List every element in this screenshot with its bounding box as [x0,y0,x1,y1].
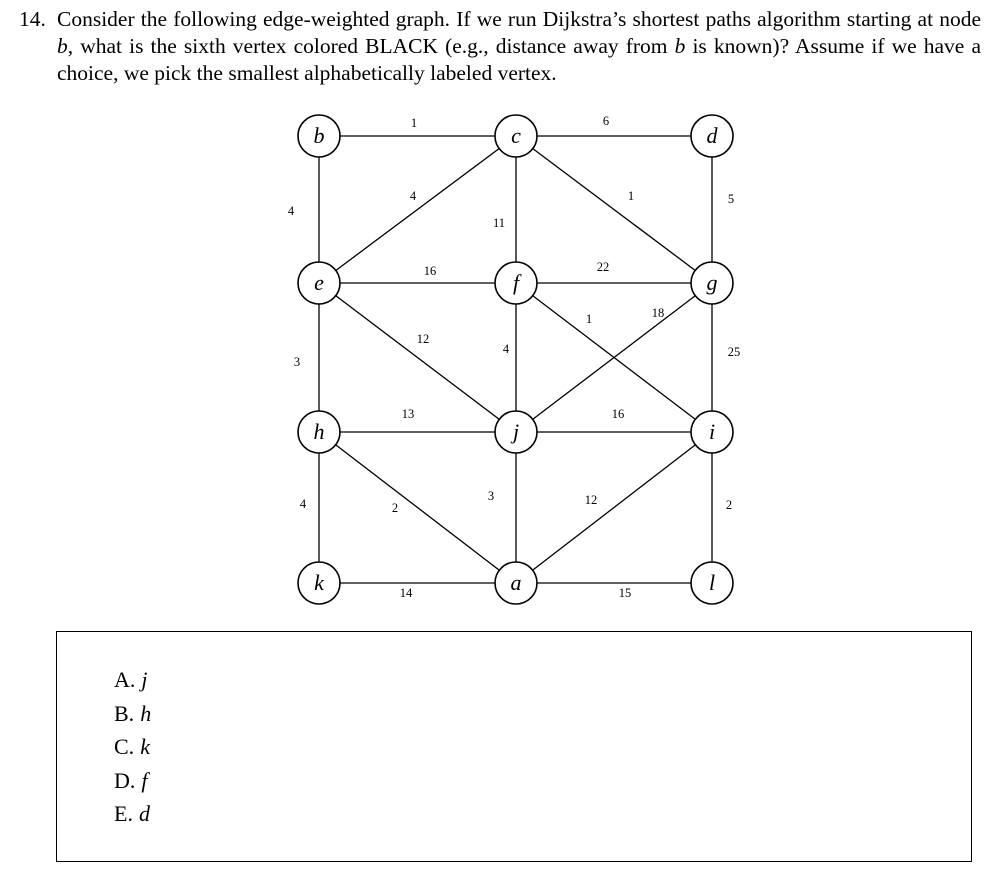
node-c [495,115,537,157]
edges-layer [319,136,712,583]
start-node-ref: b [57,34,68,58]
node-label: c [511,123,521,148]
choice-option: j [141,667,148,692]
question-text-part1: Consider the following edge-weighted graph. If we run Dijkstra’s shortest paths algorithm starting at node [57,7,981,31]
node-label: i [708,419,716,444]
node-label: l [708,570,716,595]
edge-h-a [319,432,516,583]
edge-weight-j-a: 3 [487,488,495,503]
edge-e-j [319,283,516,432]
edge-c-g [516,136,712,283]
node-label: k [314,570,324,595]
choice-d[interactable] [114,764,151,798]
edge-weight-j-i: 16 [611,406,625,421]
choice-a[interactable] [114,663,151,697]
node-label: a [510,570,522,595]
node-f [495,262,537,304]
edge-weight-g-i: 25 [727,344,741,359]
edge-c-e [319,136,516,283]
node-j [495,411,537,453]
edge-weight-h-k: 4 [299,496,307,511]
choice-e[interactable] [114,797,151,831]
answer-choices [114,663,151,831]
start-node-ref-2: b [674,34,686,58]
edge-weight-c-f: 11 [492,215,506,230]
edge-weight-k-a: 14 [399,585,413,600]
answer-box [56,631,972,862]
node-d [691,115,733,157]
node-label: f [512,270,520,295]
node-label: b [313,123,325,148]
weights-layer [288,114,740,600]
edge-weight-f-j: 4 [502,341,510,356]
edge-weight-c-d: 6 [602,113,610,128]
choice-letter: D. [114,767,136,793]
edge-weight-e-f: 16 [423,263,437,278]
node-a [495,562,537,604]
choice-c[interactable] [114,730,151,764]
question-text-part3: is known)? Assume if we have a choice, we pick the smallest alphabetically labeled vertex. [57,34,981,85]
edge-weight-c-g: 1 [627,188,635,203]
edge-weight-e-j: 12 [416,331,430,346]
node-label: g [706,270,718,295]
node-label: j [512,419,520,444]
edge-weight-g-j: 18 [651,305,665,320]
edge-weight-f-i: 1 [585,311,593,326]
edge-weight-h-a: 2 [391,500,399,515]
edge-weight-c-e: 4 [409,188,417,203]
choice-option: f [141,767,148,793]
choice-letter: A. [114,667,136,692]
edge-weight-b-e: 4 [287,203,295,218]
node-label: e [314,270,324,295]
edge-weight-e-h: 3 [293,354,301,369]
node-e [298,262,340,304]
choice-option: d [138,801,150,826]
question-text-part2: , what is the sixth vertex colored BLACK (e.g., distance away from [67,34,675,58]
node-h [298,411,340,453]
choice-letter: E. [114,801,133,826]
edge-weight-b-c: 1 [410,115,418,130]
choice-letter: B. [114,700,135,726]
question-number: 14. [19,7,46,31]
node-l [691,562,733,604]
node-label: d [706,123,718,148]
choice-option: h [140,700,152,726]
choice-option: k [140,734,150,759]
node-k [298,562,340,604]
edge-weight-h-j: 13 [401,406,415,421]
edge-weight-f-g: 22 [596,259,610,274]
node-label: h [313,419,325,444]
node-b [298,115,340,157]
node-g [691,262,733,304]
edge-weight-i-l: 2 [725,497,733,512]
choice-b[interactable] [114,697,151,731]
choice-letter: C. [114,734,135,759]
node-i [691,411,733,453]
edge-weight-a-l: 15 [618,585,632,600]
edge-i-a [516,432,712,583]
edge-weight-d-g: 5 [727,191,735,206]
edge-weight-i-a: 12 [584,492,598,507]
